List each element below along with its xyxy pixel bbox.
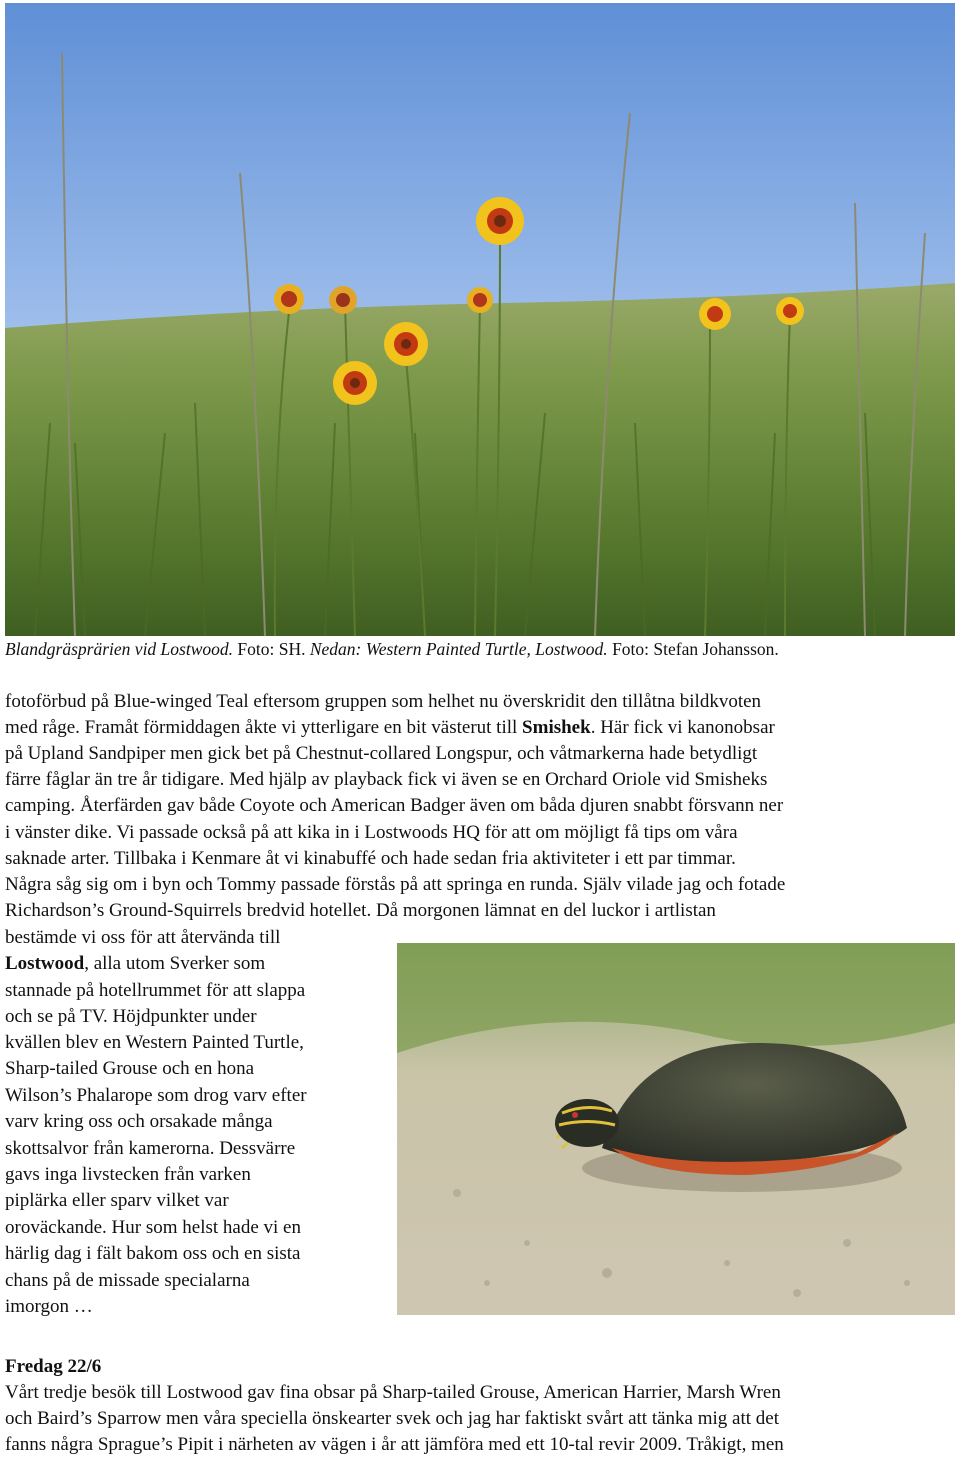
body-line: fanns några Sprague’s Pipit i närheten av vägen i år att jämföra med ett 10-tal revir 2009. Tråkigt, men <box>5 1434 784 1455</box>
section-heading: Fredag 22/6 <box>5 1356 102 1377</box>
body-line: camping. Återfärden gav både Coyote och American Badger även om båda djuren snabbt försvann ner <box>5 795 784 816</box>
body-line: Richardson’s Ground-Squirrels bredvid hotellet. Då morgonen lämnat en del luckor i artlistan <box>5 900 716 921</box>
body-line: stannade på hotellrummet för att slappa <box>5 980 306 1001</box>
body-line: piplärka eller sparv vilket var <box>5 1190 229 1211</box>
body-line: skottsalvor från kamerorna. Dessvärre <box>5 1138 296 1159</box>
body-line: imorgon … <box>5 1296 93 1317</box>
body-line: chans på de missade specialarna <box>5 1270 250 1291</box>
body-line: i vänster dike. Vi passade också på att kika in i Lostwoods HQ för att om möjligt få tips om våra <box>5 822 738 843</box>
body-line: kvällen blev en Western Painted Turtle, <box>5 1032 304 1053</box>
body-line: Sharp-tailed Grouse och en hona <box>5 1058 255 1079</box>
body-line: färre fåglar än tre år tidigare. Med hjälp av playback fick vi även se en Orchard Oriole vid Smisheks <box>5 769 768 790</box>
caption-credit: Foto: SH. <box>233 639 310 659</box>
body-line: Vårt tredje besök till Lostwood gav fina obsar på Sharp-tailed Grouse, American Harrier, Marsh Wren <box>5 1382 781 1403</box>
body-line: saknade arter. Tillbaka i Kenmare åt vi kinabuffé och hade sedan fria aktiviteter i ett par timmar. <box>5 848 736 869</box>
body-line: med råge. Framåt förmiddagen åkte vi ytterligare en bit västerut till Smishek. Här fick vi kanonobsar <box>5 717 775 738</box>
photo-caption <box>5 637 955 661</box>
body-line: gavs inga livstecken från varken <box>5 1164 251 1185</box>
body-line: Lostwood, alla utom Sverker som <box>5 953 266 974</box>
body-line: fotoförbud på Blue-winged Teal eftersom gruppen som helhet nu överskridit den tillåtna bildkvoten <box>5 691 762 712</box>
prairie-flowers-photo <box>5 3 955 636</box>
body-line: och se på TV. Höjdpunkter under <box>5 1006 257 1027</box>
caption-next: Nedan: Western Painted Turtle, Lostwood. <box>309 639 608 659</box>
body-line: Wilson’s Phalarope som drog varv efter <box>5 1085 307 1106</box>
body-line: oroväckande. Hur som helst hade vi en <box>5 1217 301 1238</box>
western-painted-turtle-photo <box>397 943 955 1315</box>
body-line: Några såg sig om i byn och Tommy passade förstås på att springa en runda. Själv vilade jag och fotade <box>5 874 786 895</box>
body-line: härlig dag i fält bakom oss och en sista <box>5 1243 301 1264</box>
place-name: Smishek <box>522 717 591 738</box>
caption-title: Blandgräsprärien vid Lostwood. <box>5 639 234 659</box>
body-line: bestämde vi oss för att återvända till <box>5 927 281 948</box>
place-name: Lostwood <box>5 953 85 974</box>
body-line: på Upland Sandpiper men gick bet på Chestnut-collared Longspur, och våtmarkerna hade betydligt <box>5 743 758 764</box>
body-line: och Baird’s Sparrow men våra speciella önskearter svek och jag har faktiskt svårt att tänka mig att det <box>5 1408 779 1429</box>
caption-credit-2: Foto: Stefan Johansson. <box>607 639 779 659</box>
body-line: varv kring oss och orsakade många <box>5 1111 273 1132</box>
